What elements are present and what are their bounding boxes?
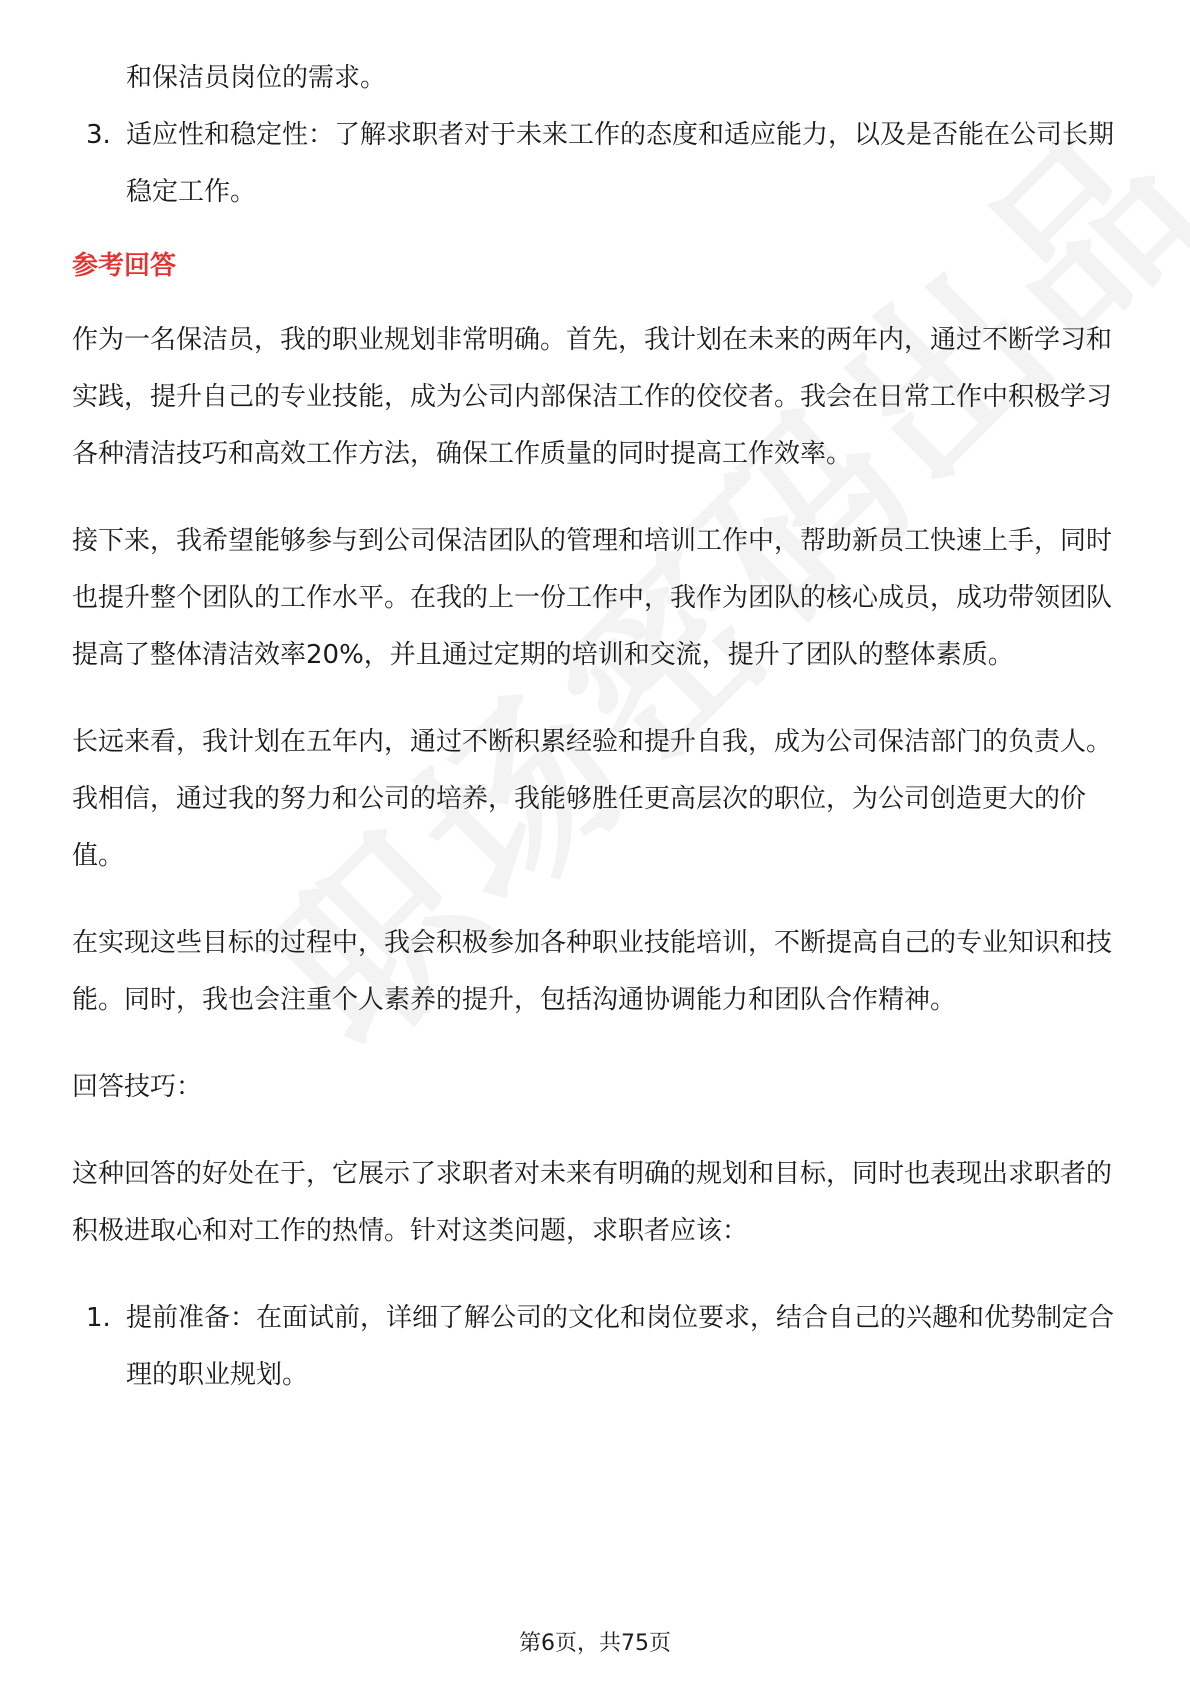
page-content	[72, 50, 1122, 1404]
list-item-text: 提前准备：在面试前，详细了解公司的文化和岗位要求，结合自己的兴趣和优势制定合理的职业规划。	[126, 1303, 1115, 1390]
paragraph: 在实现这些目标的过程中，我会积极参加各种职业技能培训，不断提高自己的专业知识和技能。同时，我也会注重个人素养的提升，包括沟通协调能力和团队合作精神。	[72, 928, 1113, 1015]
list-item-number: 1.	[86, 1303, 111, 1333]
page-footer: 第6页，共75页	[519, 1631, 671, 1656]
tips-label: 回答技巧：	[72, 1072, 203, 1102]
section-heading: 参考回答	[72, 251, 177, 281]
paragraph: 长远来看，我计划在五年内，通过不断积累经验和提升自我，成为公司保洁部门的负责人。我相信，通过我的努力和公司的培养，我能够胜任更高层次的职位，为公司创造更大的价值。	[72, 727, 1113, 871]
tips-intro: 这种回答的好处在于，它展示了求职者对未来有明确的规划和目标，同时也表现出求职者的积极进取心和对工作的热情。针对这类问题，求职者应该：	[72, 1159, 1113, 1246]
list-item	[72, 1290, 1122, 1404]
paragraph: 作为一名保洁员，我的职业规划非常明确。首先，我计划在未来的两年内，通过不断学习和实践，提升自己的专业技能，成为公司内部保洁工作的佼佼者。我会在日常工作中积极学习各种清洁技巧和高效工作方法，确保工作质量的同时提高工作效率。	[72, 325, 1113, 469]
list-item-text: 和保洁员岗位的需求。	[126, 63, 387, 93]
list-item	[72, 107, 1122, 221]
list-item-continuation	[72, 50, 1122, 107]
list-item-number: 3.	[86, 120, 111, 150]
paragraph: 接下来，我希望能够参与到公司保洁团队的管理和培训工作中，帮助新员工快速上手，同时也提升整个团队的工作水平。在我的上一份工作中，我作为团队的核心成员，成功带领团队提高了整体清洁效率20%，并且通过定期的培训和交流，提升了团队的整体素质。	[72, 526, 1113, 670]
list-item-text: 适应性和稳定性：了解求职者对于未来工作的态度和适应能力，以及是否能在公司长期稳定工作。	[126, 120, 1115, 207]
